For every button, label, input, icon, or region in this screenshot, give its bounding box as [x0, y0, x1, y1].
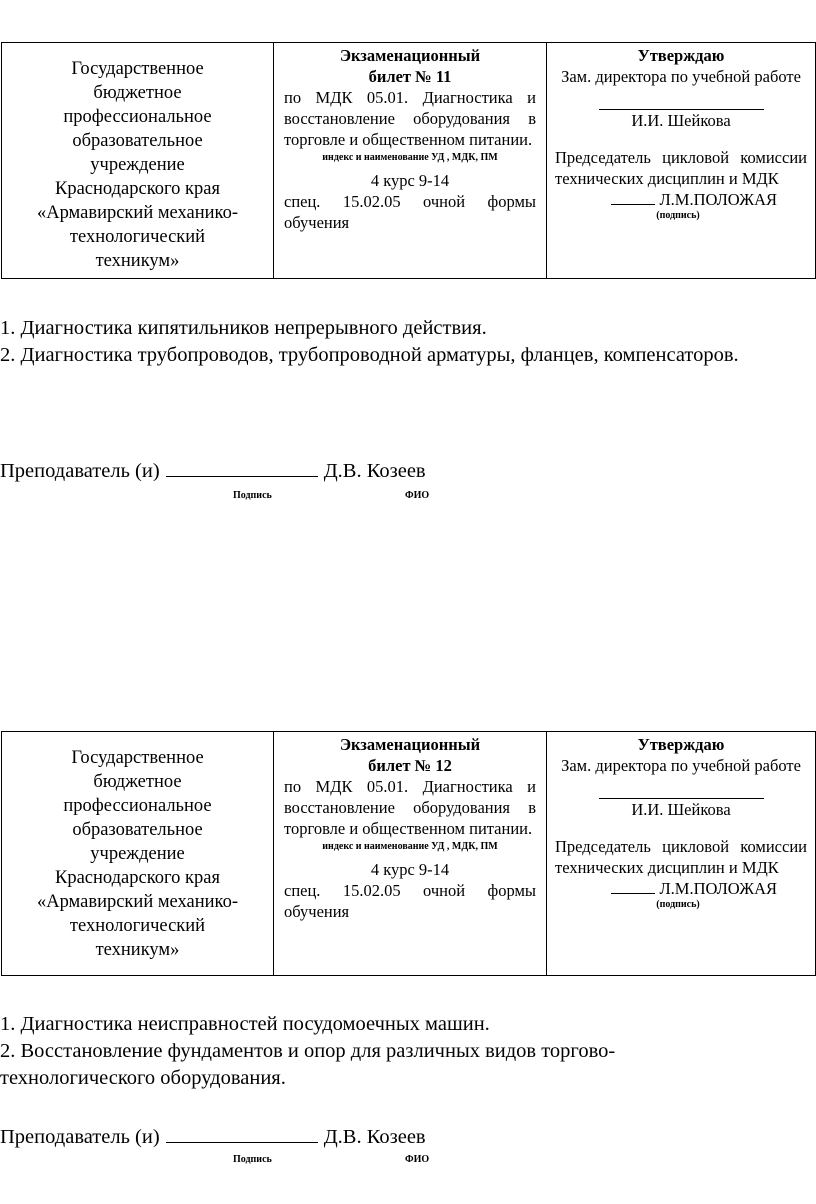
- chair-signature-row: [555, 878, 807, 899]
- chair-title: Председатель цикловой комиссии технических дисциплин и МДК: [555, 837, 807, 877]
- course-text: 4 курс 9-14: [370, 171, 450, 190]
- ticket-info-cell: [274, 732, 547, 976]
- deputy-signature-line: [599, 95, 764, 110]
- teacher-line: [0, 1124, 426, 1151]
- teacher-signature-line: [166, 1124, 318, 1143]
- teacher-line: [0, 458, 426, 485]
- signature-caption: Подпись: [233, 1154, 272, 1165]
- question-2: 2. Диагностика трубопроводов, трубопроводной арматуры, фланцев, компенсаторов.: [0, 344, 739, 366]
- subject-caption: индекс и наименование УД , МДК, ПМ: [322, 152, 498, 163]
- chair-name: Л.М.ПОЛОЖАЯ: [659, 879, 777, 898]
- fio-caption: ФИО: [405, 1154, 430, 1165]
- approval-cell: [547, 43, 816, 279]
- chair-name: Л.М.ПОЛОЖАЯ: [659, 190, 777, 209]
- institution-cell: [2, 43, 274, 279]
- teacher-name: Д.В. Козеев: [323, 460, 426, 482]
- chair-signature-line: [611, 203, 655, 205]
- question-1: 1. Диагностика кипятильников непрерывного действия.: [0, 317, 487, 339]
- institution-name: Государственное бюджетное профессиональное образовательное учреждение Краснодарского края «Армавирский механико- технологический техникум»: [36, 59, 239, 271]
- chair-signature-line: [611, 892, 655, 894]
- teacher-label: Преподаватель (и): [0, 460, 160, 482]
- subject-text: по МДК 05.01. Диагностика и восстановление оборудования в торговле и общественном питании.: [284, 777, 536, 838]
- question-1: 1. Диагностика неисправностей посудомоечных машин.: [0, 1013, 490, 1035]
- spec-text: спец. 15.02.05 очной формы обучения: [284, 881, 536, 921]
- approval-cell: [547, 732, 816, 976]
- chair-signature-row: [555, 189, 807, 210]
- sign-caption: (подпись): [656, 899, 700, 910]
- ticket-header-table: [1, 731, 816, 976]
- approve-title: Утверждаю: [637, 46, 725, 65]
- question-2: 2. Восстановление фундаментов и опор для различных видов торгово-технологического оборудования.: [0, 1040, 616, 1089]
- ticket-header-table: [1, 42, 816, 279]
- ticket-number: билет № 12: [368, 756, 452, 775]
- institution-cell: [2, 732, 274, 976]
- subject-caption: индекс и наименование УД , МДК, ПМ: [322, 841, 498, 852]
- spec-text: спец. 15.02.05 очной формы обучения: [284, 192, 536, 232]
- fio-caption: ФИО: [405, 490, 430, 501]
- institution-name: Государственное бюджетное профессиональное образовательное учреждение Краснодарского края «Армавирский механико- технологический техникум»: [36, 748, 239, 960]
- signature-caption: Подпись: [233, 490, 272, 501]
- teacher-label: Преподаватель (и): [0, 1126, 160, 1148]
- ticket-info-cell: [274, 43, 547, 279]
- exam-title: Экзаменационный: [339, 735, 481, 754]
- exam-title: Экзаменационный: [339, 46, 481, 65]
- deputy-name: И.И. Шейкова: [631, 111, 731, 130]
- ticket-number: билет № 11: [368, 67, 452, 86]
- sign-caption: (подпись): [656, 210, 700, 221]
- deputy-name: И.И. Шейкова: [631, 800, 731, 819]
- approve-title: Утверждаю: [637, 735, 725, 754]
- deputy-title: Зам. директора по учебной работе: [561, 67, 801, 86]
- teacher-name: Д.В. Козеев: [323, 1126, 426, 1148]
- deputy-title: Зам. директора по учебной работе: [561, 756, 801, 775]
- deputy-signature-line: [599, 784, 764, 799]
- subject-text: по МДК 05.01. Диагностика и восстановление оборудования в торговле и общественном питании.: [284, 88, 536, 149]
- course-text: 4 курс 9-14: [370, 860, 450, 879]
- teacher-signature-line: [166, 458, 318, 477]
- chair-title: Председатель цикловой комиссии технических дисциплин и МДК: [555, 148, 807, 188]
